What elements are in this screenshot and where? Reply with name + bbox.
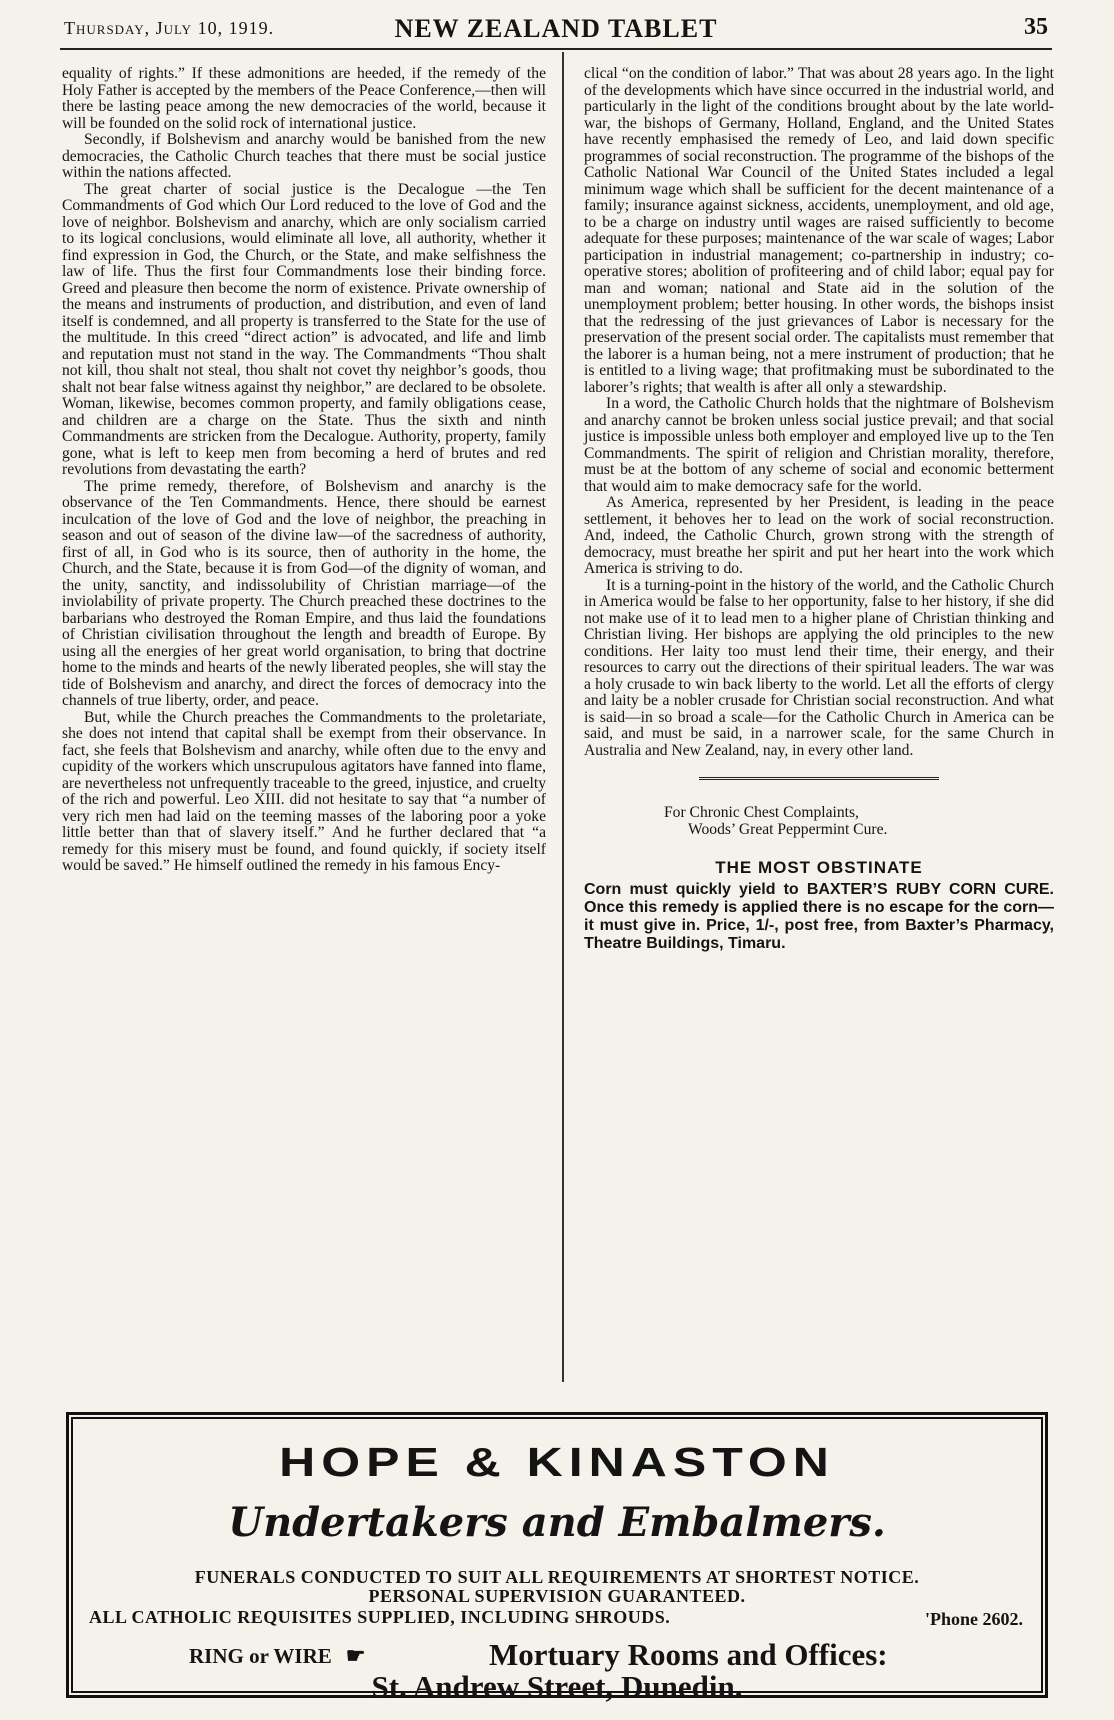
ring-label: RING or WIRE	[189, 1644, 332, 1668]
ad-ring-or-wire	[189, 1643, 365, 1669]
undertakers-advertisement	[66, 1412, 1048, 1704]
article-paragraph: But, while the Church preaches the Commandments to the proletariate, she does not intend that capital shall be exempt from their observance. In fact, she feels that Bolshevism and anarchy, while often due to the envy and cupidity of the workers which unscrupulous agitators have fanned into flame, are nevertheless not unfrequently traceable to the greed, injustice, and cruelty of the rich and powerful. Leo XIII. did not hesitate to say that “a number of very rich men had laid on the teeming masses of the laboring poor a yoke little better than that of slavery itself.” And he further declared that “a remedy for this misery must be found, and found quickly, if society itself would be saved.” He himself outlined the remedy in his famous Ency-	[62, 708, 546, 874]
ad-address: St. Andrew Street, Dunedin.	[371, 1669, 743, 1704]
article-paragraph: Secondly, if Bolshevism and anarchy would be banished from the new democracies, the Catholic Church teaches that there must be social justice within the nations affected.	[62, 131, 546, 181]
firm-subtitle: Undertakers and Embalmers.	[228, 1499, 886, 1546]
peppermint-cure-note	[664, 804, 1054, 838]
pointing-hand-icon: ☛	[345, 1643, 366, 1668]
column-divider	[562, 52, 564, 1382]
article-paragraph: In a word, the Catholic Church holds that the nightmare of Bolshevism and anarchy cannot be broken unless social justice prevail; and that social justice is impossible unless both employer and employed live up to the Ten Commandments. The spirit of religion and Christian morality, therefore, must be at the bottom of any scheme of social and economic betterment that would aim to make democracy safe for the world.	[584, 395, 1054, 495]
ad-mortuary-rooms: Mortuary Rooms and Offices:	[489, 1637, 888, 1672]
ad-line-requisites: ALL CATHOLIC REQUISITES SUPPLIED, INCLUDING SHROUDS.	[89, 1607, 671, 1627]
ad-phone: 'Phone 2602.	[924, 1609, 1023, 1629]
left-column	[62, 66, 546, 875]
publication-title: NEW ZEALAND TABLET	[394, 14, 718, 43]
page-number: 35	[1024, 14, 1048, 40]
article-paragraph: The great charter of social justice is the Decalogue —the Ten Commandments of God which Our Lord reduced to the love of God and the love of neighbor. Bolshevism and anarchy, which are only socialism carried to its logical conclusions, would eliminate all love, all authority, whether it find expression in God, the Church, or the State, and make selfishness the law of life. Thus the first four Commandments lose their binding force. Greed and pleasure then become the norm of existence. Private ownership of the means and instruments of production, and distribution, and even of land itself is condemned, and all property is transferred to the State for the use of the multitude. In this creed “direct action” is advocated, and life and limb and reputation must not stand in the way. The Commandments “Thou shalt not kill, thou shalt not steal, thou shalt not covet thy neighbor’s goods, thou shalt not bear false witness against thy neighbor,” are declared to be obsolete. Woman, likewise, becomes common property, and family obligations cease, and children are a charge on the State. Thus the sixth and ninth Commandments are stricken from the Decalogue. Authority, property, family gone, what is left to keep men from becoming a herd of brutes and red revolutions from devastating the earth?	[62, 180, 546, 478]
note-line-1: For Chronic Chest Complaints,	[664, 804, 859, 821]
corn-cure-ad-body: Corn must quickly yield to BAXTER’S RUBY CORN CURE. Once this remedy is applied there is no escape for the corn—it must give in. Price, 1/-, post free, from Baxter’s Pharmacy, Theatre Buildings, Timaru.	[584, 880, 1054, 952]
article-paragraph: clical “on the condition of labor.” That was about 28 years ago. In the light of the developments which have since occurred in the industrial world, and particularly in the light of the conditions brought about by the late world-war, the bishops of Germany, Holland, England, and the United States have recently emphasised the remedy of Leo, and laid down specific programmes of social reconstruction. The programme of the bishops of the Catholic National War Council of the United States included a legal minimum wage which shall be sufficient for the decent maintenance of a family; insurance against sickness, accidents, unemployment, and old age, to be a charge on industry until wages are raised sufficiently to become adequate for these purposes; maintenance of the war scale of wages; Labor participation in industrial management; co-partnership in industry; co-operative stores; abolition of profiteering and of child labor; equal pay for man and woman; national and State aid in the solution of the unemployment problem; better housing. In other words, the bishops insist that the redressing of the just grievances of Labor is necessary for the preservation of the present social order. The capitalists must remember that the laborer is a human being, not a mere instrument of production; that he is entitled to a living wage; that profitmaking must be subordinated to the laborer’s rights; that wealth is after all only a stewardship.	[584, 65, 1054, 396]
page-header	[60, 10, 1052, 50]
firm-name: HOPE & KINASTON	[279, 1439, 835, 1485]
article-paragraph: equality of rights.” If these admonitions are heeded, if the remedy of the Holy Father is accepted by the members of the Peace Conference,—then will there be lasting peace among the new democracies of the world, because it will be founded on the solid rock of international justice.	[62, 65, 546, 132]
right-column	[584, 66, 1054, 953]
article-paragraph: It is a turning-point in the history of the world, and the Catholic Church in America would be false to her opportunity, false to her history, if she did not make use of it to lead men to a higher plane of Christian thinking and Christian living. Her bishops are applying the old principles to the new conditions. Her laity too must lend their time, their energy, and their resources to carry out the directions of their spiritual leaders. The war was a holy crusade to win back liberty to the world. Let all the efforts of clergy and laity be a nobler crusade for Christian social reconstruction. And what is said—in so broad a scale—for the Catholic Church in America can be said, and must be said, in a narrower scale, for the same Church in Australia and New Zealand, nay, in every other land.	[584, 576, 1054, 759]
corn-cure-ad-title: THE MOST OBSTINATE	[715, 858, 923, 877]
ad-line-funerals: FUNERALS CONDUCTED TO SUIT ALL REQUIREMENTS AT SHORTEST NOTICE.	[194, 1567, 920, 1587]
section-rule	[699, 777, 939, 780]
issue-date: Thursday, July 10, 1919.	[64, 18, 275, 38]
article-paragraph: The prime remedy, therefore, of Bolshevism and anarchy is the observance of the Ten Commandments. Hence, there should be earnest inculcation of the love of God and the love of neighbor, the preaching in season and out of season of the divine law—of the sacredness of authority, first of all, in God who is its source, then of authority in the home, the Church, and the State, because it is from God—of the dignity of woman, and the unity, sanctity, and indissolubility of Christian marriage—of the inviolability of private property. The Church preached these doctrines to the barbarians who destroyed the Roman Empire, and thus laid the foundations of Christian civilisation throughout the length and breadth of Europe. By using all the energies of her great world organisation, to bring that doctrine home to the minds and hearts of the newly liberated peoples, she will stay the tide of Bolshevism and anarchy, and direct the forces of democracy into the channels of true liberty, order, and peace.	[62, 477, 546, 709]
ad-line-supervision: PERSONAL SUPERVISION GUARANTEED.	[368, 1586, 746, 1606]
article-paragraph: As America, represented by her President, is leading in the peace settlement, it behoves her to lead on the work of social reconstruction. And, indeed, the Catholic Church, grown strong with the strength of democracy, must breathe her spirit and put her heart into the work which America is striving to do.	[584, 494, 1054, 577]
note-line-2: Woods’ Great Peppermint Cure.	[688, 821, 888, 838]
